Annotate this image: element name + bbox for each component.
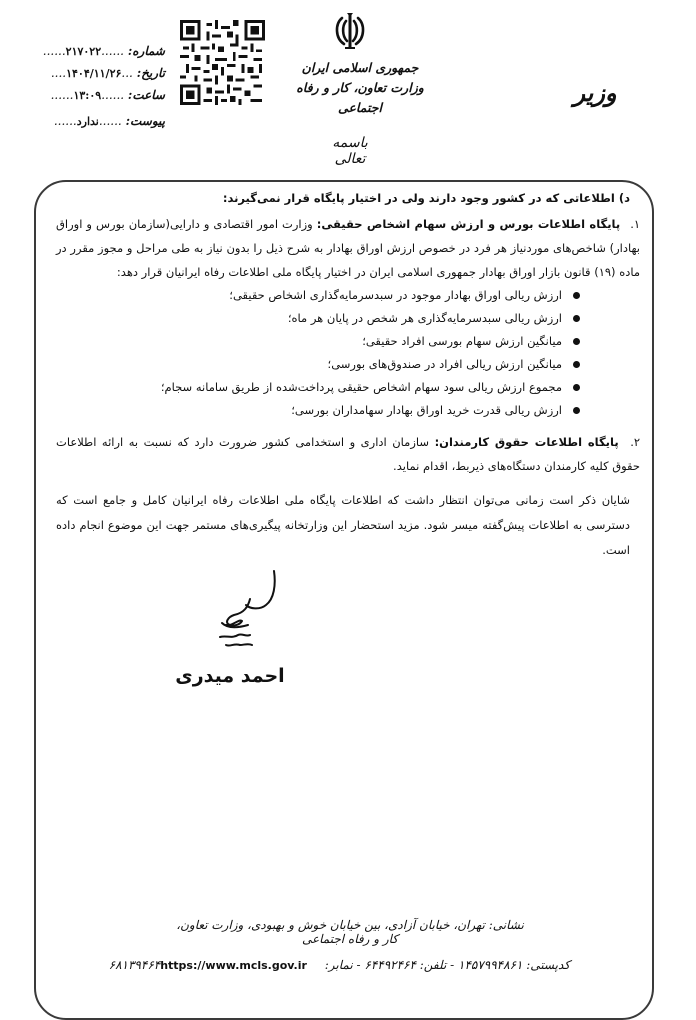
list-item-text: میانگین ارزش سهام بورسی افراد حقیقی؛ <box>362 334 562 348</box>
meta-attachment-value: ندارد <box>76 115 99 128</box>
letter-body <box>56 188 640 563</box>
dots: ... <box>121 66 133 80</box>
bullet-icon <box>573 384 580 391</box>
bullet-list <box>56 284 640 422</box>
meta-time <box>30 84 165 106</box>
item-stock-info <box>56 212 640 284</box>
list-item-text: ارزش ریالی سبدسرمایه‌گذاری هر شخص در پایان هر ماه؛ <box>287 311 562 325</box>
meta-date-label: تاریخ: <box>136 66 165 80</box>
dots: .... <box>50 66 67 80</box>
meta-attachment-label: پیوست: <box>125 114 165 128</box>
closing-paragraph: شایان ذکر است زمانی می‌توان انتظار داشت که اطلاعات پایگاه ملی اطلاعات رفاه ایرانیان کامل و جامع است که دسترسی به اطلاعات پیش‌گفته میسر شود. مزید استحضار این وزارتخانه پیگیری‌های مستمر جهت این موضوع انجام داده است. <box>56 493 630 557</box>
dots: ...... <box>50 88 74 102</box>
list-item <box>56 284 580 307</box>
list-item <box>56 330 580 353</box>
list-item-text: ارزش ریالی قدرت خرید اوراق بهادار سهامداران بورسی؛ <box>291 403 562 417</box>
iran-emblem-icon <box>333 10 367 52</box>
list-item <box>56 307 580 330</box>
meta-time-value: ۱۳:۰۹ <box>73 89 102 102</box>
item-text: سازمان اداری و استخدامی کشور ضرورت دارد که نسبت به ارائه اطلاعات حقوق کلیه کارمندان دستگاه‌های ذیربط، اقدام نماید. <box>56 435 640 473</box>
dots: ...... <box>98 114 122 128</box>
minister-title: وزیر <box>573 78 617 107</box>
signer-name: احمد میدری <box>175 665 285 687</box>
website-link[interactable]: https://www.mcls.gov.ir <box>160 959 307 972</box>
bismillah: باسمه تعالی <box>332 135 368 167</box>
dots: ...... <box>53 114 77 128</box>
list-item-text: ارزش ریالی اوراق بهادار موجود در سبدسرمایه‌گذاری اشخاص حقیقی؛ <box>229 288 562 302</box>
meta-time-label: ساعت: <box>127 88 165 102</box>
meta-number <box>30 40 165 62</box>
letter-meta <box>30 40 165 132</box>
republic-name: جمهوری اسلامی ایران <box>301 60 419 75</box>
list-item-text: مجموع ارزش ریالی سود سهام اشخاص حقیقی پرداخت‌شده از طریق سامانه سجام؛ <box>160 380 562 394</box>
item-title: پایگاه اطلاعات حقوق کارمندان: <box>434 435 619 449</box>
item-text: وزارت امور اقتصادی و دارایی(سازمان بورس و اوراق بهادار) شاخص‌های موردنیاز هر فرد در خصوص ارزش اوراق بهادار به شرح ذیل را بدون نیاز به طی مراحل و مجوز مقرر در ماده (۱۹) قانون بازار اوراق بهادار جمهوری اسلامی ایران در اختیار پایگاه ملی اطلاعات رفاه ایرانیان قرار دهد: <box>56 217 640 279</box>
meta-attachment <box>30 110 165 132</box>
bullet-icon <box>573 338 580 345</box>
dots: ...... <box>101 88 125 102</box>
signature-text: مسعودی <box>171 551 230 570</box>
item-title: پایگاه اطلاعات بورس و ارزش سهام اشخاص حقیقی: <box>316 217 621 231</box>
bullet-icon <box>573 361 580 368</box>
dots: ...... <box>101 44 124 58</box>
list-item <box>56 399 580 422</box>
dots: ...... <box>42 44 66 58</box>
meta-date <box>30 62 165 84</box>
ministry-title <box>280 58 440 118</box>
bullet-icon <box>573 315 580 322</box>
handwritten-signature <box>170 551 290 675</box>
footer-contact-numbers: کدپستی: ۱۴۵۷۹۹۴۸۶۱ - تلفن: ۶۴۴۹۲۴۶۴ - نمابر: ۶۸۱۳۹۴۶۴ <box>108 958 570 972</box>
meta-date-value: ۱۴۰۴/۱۱/۲۶ <box>66 67 122 80</box>
list-item <box>56 353 580 376</box>
list-item-text: میانگین ارزش ریالی افراد در صندوق‌های بورسی؛ <box>327 357 562 371</box>
meta-number-value: ۲۱۷۰۲۲ <box>65 45 102 58</box>
footer-contact <box>108 958 570 972</box>
bullet-icon <box>573 292 580 299</box>
list-item <box>56 376 580 399</box>
ministry-name: وزارت تعاون، کار و رفاه اجتماعی <box>296 80 424 115</box>
item-salary-info <box>56 430 640 478</box>
item-number: ۱. <box>630 217 641 231</box>
section-title: د) اطلاعاتی که در کشور وجود دارند ولی در اختیار پایگاه قرار نمی‌گیرند: <box>222 191 630 205</box>
qr-code-icon <box>180 20 265 105</box>
item-number: ۲. <box>630 435 641 449</box>
footer-address: نشانی: تهران، خیابان آزادی، بین خیابان خوش و بهبودی، وزارت تعاون، کار و رفاه اجتماعی <box>176 918 524 946</box>
meta-number-label: شماره: <box>127 44 165 58</box>
bullet-icon <box>573 407 580 414</box>
